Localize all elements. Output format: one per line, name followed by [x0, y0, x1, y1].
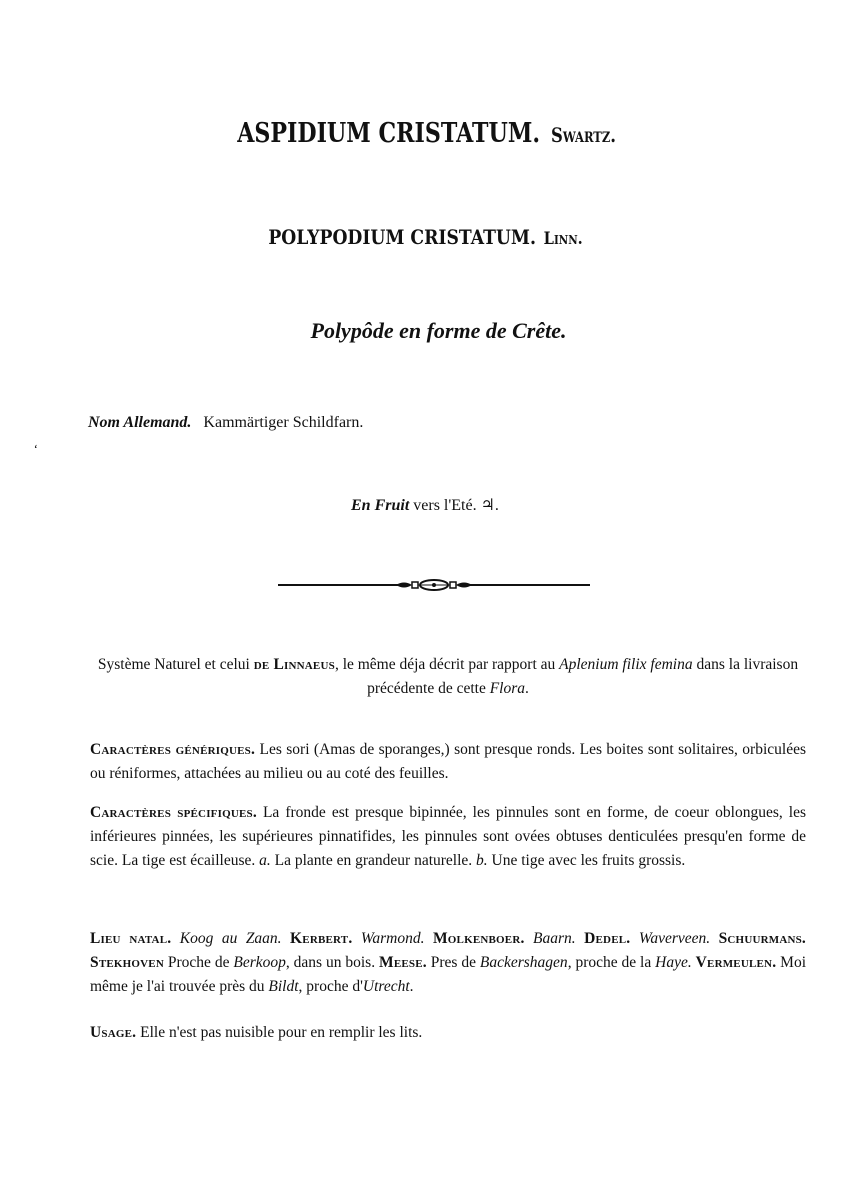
- synonym-author: Linn.: [543, 229, 583, 249]
- lieu-text-5: Moi même je l'ai trouvée près du: [90, 954, 807, 995]
- systeme-text-1: Système Naturel et celui: [97, 656, 254, 673]
- usage-text: Elle n'est pas nuisible pour en remplir les lits.: [136, 1024, 423, 1041]
- specific-text-1: La fronde est presque bipinnée, les pinnules sont en forme, de coeur oblongues, les inférieures pinnées, les supérieures pinnatifides, les pinnules sont ovées obtuses denticulées presqu'en forme de scie. La tige est écailleuse.: [90, 804, 806, 869]
- lieu-text-1: Proche de: [164, 954, 234, 971]
- place-berkoop: Berkoop: [233, 954, 286, 971]
- systeme-paragraph: [90, 653, 806, 701]
- title-name: ASPIDIUM CRISTATUM.: [237, 118, 541, 149]
- linnaeus-name: de Linnaeus: [253, 656, 335, 673]
- person-vermeulen: Vermeulen.: [695, 954, 777, 971]
- german-name-line: [88, 414, 363, 432]
- systeme-text-2: , le même déja décrit par rapport au: [334, 656, 560, 673]
- person-schuurmans: Schuurmans.: [718, 930, 807, 947]
- specific-text-2: La plante en grandeur naturelle.: [270, 852, 477, 869]
- place-haye: Haye.: [655, 954, 692, 971]
- lieu-text-3: Pres de: [426, 954, 480, 971]
- person-dedel: Dedel.: [584, 930, 631, 947]
- generic-characters-paragraph: [90, 738, 806, 786]
- native-place-paragraph: [90, 927, 806, 999]
- place-warmond: Warmond.: [360, 930, 425, 947]
- species-reference: Aplenium filix femina: [559, 656, 693, 673]
- german-name-value: Kammärtiger Schildfarn.: [203, 414, 364, 431]
- lieu-text-6: , proche d': [298, 978, 363, 995]
- page-title: [78, 118, 774, 149]
- german-name-label: Nom Allemand.: [88, 414, 192, 431]
- title-author: Swartz.: [551, 123, 616, 147]
- lieu-text-7: .: [409, 978, 414, 995]
- fruiting-label: En Fruit: [351, 497, 410, 514]
- stray-mark: ‘: [33, 441, 38, 456]
- usage-paragraph: [90, 1021, 806, 1045]
- usage-heading: Usage.: [90, 1024, 137, 1041]
- person-meese: Meese.: [379, 954, 427, 971]
- place-bildt: Bildt: [268, 978, 299, 995]
- specific-text-3: Une tige avec les fruits grossis.: [487, 852, 686, 869]
- french-name: Polypôde en forme de Crête.: [310, 318, 567, 343]
- person-molkenboer: Molkenboer.: [432, 930, 525, 947]
- specific-characters-paragraph: [90, 801, 806, 873]
- synonym-title: [60, 225, 790, 249]
- flora-reference: Flora: [489, 680, 526, 697]
- systeme-text-3: dans la livraison précédente de cette: [367, 656, 799, 697]
- ornamental-divider: [278, 577, 590, 593]
- synonym-name: POLYPODIUM CRISTATUM.: [268, 225, 536, 249]
- fruiting-line: [351, 495, 499, 515]
- figure-ref-a: a.: [259, 852, 271, 869]
- generic-characters-heading: Caractères génériques.: [90, 741, 256, 758]
- systeme-text-4: .: [525, 680, 529, 697]
- person-stekhoven: Stekhoven: [90, 954, 164, 971]
- specific-characters-heading: Caractères spécifiques.: [90, 804, 257, 821]
- place-utrecht: Utrecht: [362, 978, 410, 995]
- perennial-symbol: ♃.: [480, 497, 499, 514]
- lieu-text-4: , proche de la: [567, 954, 656, 971]
- generic-characters-text: Les sori (Amas de sporanges,) sont presque ronds. Les boites sont solitaires, orbiculées ou réniformes, attachées au milieu ou au coté des feuilles.: [90, 741, 806, 782]
- figure-ref-b: b.: [476, 852, 488, 869]
- place-backershagen: Backershagen: [479, 954, 568, 971]
- place-koog: Koog au Zaan.: [179, 930, 282, 947]
- place-waverveen: Waverveen.: [638, 930, 711, 947]
- native-place-heading: Lieu natal.: [90, 930, 172, 947]
- person-kerbert: Kerbert.: [290, 930, 353, 947]
- place-baarn: Baarn.: [533, 930, 576, 947]
- lieu-text-2: , dans un bois.: [285, 954, 379, 971]
- fruiting-text: vers l'Eté.: [413, 497, 477, 514]
